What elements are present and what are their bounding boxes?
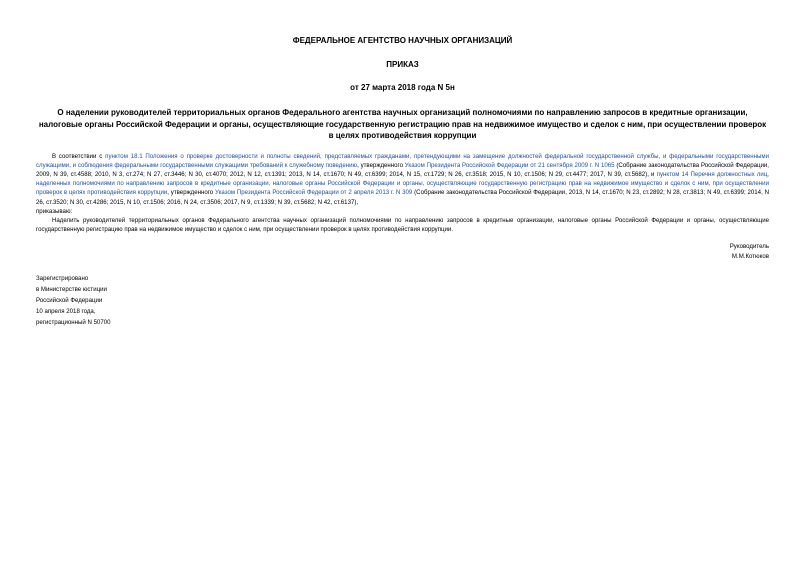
preamble-end: (Собрание законодательства Российской Федерации, 2013, N 14, ст.1670; N 23, ст.2892; N 28, ст.3813; N 49, ст.6399; 2014, N 26, ст.3520; N 30, ст.4286; 2015, N 10, ст.1506; 2016, N 24, ст.3506; 2017, N 9, ст.1339; N 39, ст.5682; N 42, ст.6137), <box>36 189 769 206</box>
document-date-number: от 27 марта 2018 года N 5н <box>350 83 455 92</box>
signature-name: М.М.Котюков <box>731 253 769 261</box>
paragraph-order-text: Наделить руководителей территориальных органов Федерального агентства научных организаций полномочиями по направлению запросов в кредитные организации, налоговые органы Российской Федерации и органы, осуществляющие государственную регистрацию прав на недвижимое имущество и сделок с ним, при осуществлении проверок в целях противодействия коррупции. <box>36 216 769 234</box>
preamble-text-1: , утвержденного <box>357 161 405 169</box>
link-decree-309[interactable]: Указом Президента Российской Федерации от 2 апреля 2013 г. N 309 <box>215 189 413 197</box>
paragraph-preamble <box>36 152 769 207</box>
preamble-intro: В соответствии с <box>52 152 106 160</box>
paragraph-order-word: приказываю: <box>36 207 73 215</box>
document-page <box>36 36 769 328</box>
agency-name: ФЕДЕРАЛЬНОЕ АГЕНТСТВО НАУЧНЫХ ОРГАНИЗАЦИЙ <box>292 36 513 45</box>
document-title: О наделении руководителей территориальных органов Федерального агентства научных организаций полномочиями по направлению запросов в кредитные организации, налоговые органы Российской Федерации и органы, осуществляющие государственную регистрацию прав на недвижимое имущество и сделок с ним, при осуществлении проверок в целях противодействия коррупции <box>38 108 767 140</box>
registration-line: Зарегистрировано <box>36 275 89 283</box>
link-decree-1065[interactable]: Указом Президента Российской Федерации от 21 сентября 2009 г. N 1065 <box>404 161 615 169</box>
preamble-text-2: (Собрание законодательства Российской Федерации, 2009, N 39, ст.4588; 2010, N 3, ст.274; N 27, ст.3446; N 30, ст.4070; 2012, N 12, ст.1391; 2013, N 14, ст.1670; N 49, ст.6399; 2014, N 15, ст.1729; N 26, ст.3518; 2015, N 10, ст.1506; N 29, ст.4477; 2017, N 39, ст.5682), и <box>36 161 770 178</box>
preamble-text-3: , утвержденного <box>167 189 216 197</box>
registration-block <box>36 273 769 328</box>
signature-position: Руководитель <box>729 243 769 251</box>
registration-line: Российской Федерации <box>36 297 103 305</box>
link-regulation-item-18-1[interactable]: пунктом 18.1 Положения о проверке достоверности и полноты сведений, представляемых гражданами, претендующими на замещение должностей федеральной государственной службы, и федеральными государственными служащими, и соблюдения федеральными государственными служащими требований к служебному поведению <box>36 152 769 169</box>
registration-line: в Министерстве юстиции <box>36 286 107 294</box>
registration-line: регистрационный N 50700 <box>36 319 111 327</box>
registration-line: 10 апреля 2018 года, <box>36 308 96 316</box>
document-type: ПРИКАЗ <box>386 60 419 69</box>
link-list-item-14[interactable]: пунктом 14 Перечня должностных лиц, наделенных полномочиями по направлению запросов в кредитные организации, налоговые органы Российской Федерации и органы, осуществляющие государственную регистрацию прав на недвижимое имущество и сделок с ним, при осуществлении проверок в целях противодействия коррупции <box>36 170 770 197</box>
signature-block <box>36 242 769 262</box>
